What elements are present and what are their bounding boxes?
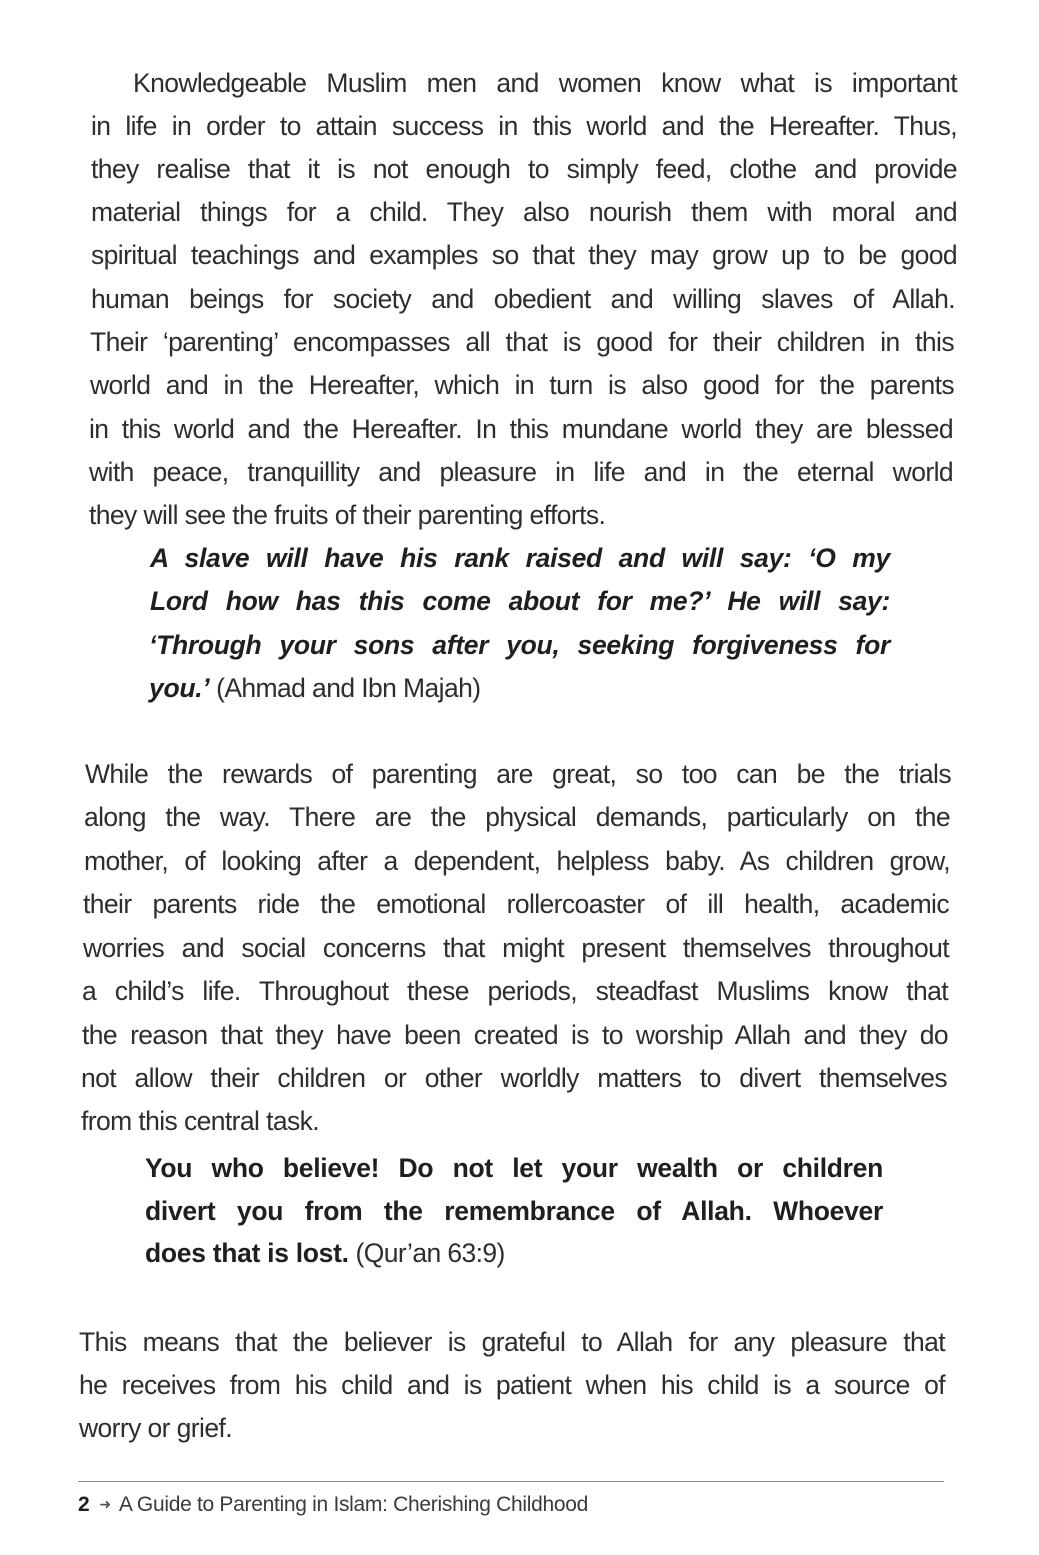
text-line: he receives from his child and is patient when his child is a source of (79, 1370, 945, 1400)
text-line: from this central task. (81, 1106, 320, 1136)
text-line: with peace, tranquillity and pleasure in life and in the eternal world (89, 457, 953, 487)
text-line: This means that the believer is grateful to Allah for any pleasure that (79, 1327, 945, 1357)
quote-line: You who believe! Do not let your wealth or children (145, 1153, 883, 1183)
text-line: in this world and the Hereafter. In this mundane world they are blessed (89, 414, 953, 444)
citation: (Ahmad and Ibn Majah) (216, 673, 481, 703)
page-number: 2 (78, 1493, 90, 1516)
book-title: A Guide to Parenting in Islam: Cherishing Childhood (118, 1493, 588, 1516)
text-line: they will see the fruits of their parenting efforts. (89, 500, 606, 530)
text-line: While the rewards of parenting are great, so too can be the trials (85, 759, 951, 789)
text-line: the reason that they have been created is to worship Allah and they do (82, 1020, 948, 1050)
text-line: their parents ride the emotional rollercoaster of ill health, academic (83, 889, 949, 919)
quote-line: divert you from the remembrance of Allah. Whoever (145, 1196, 883, 1226)
citation: (Qur’an 63:9) (355, 1238, 505, 1268)
quote-text: you.’ (149, 673, 210, 703)
text-line: not allow their children or other worldly matters to divert themselves (81, 1063, 947, 1093)
text-line: worries and social concerns that might present themselves throughout (83, 933, 949, 963)
text-line: material things for a child. They also nourish them with moral and (91, 197, 957, 227)
text-line: in life in order to attain success in this world and the Hereafter. Thus, (91, 111, 957, 141)
quote-line (149, 672, 480, 704)
text-line: a child’s life. Throughout these periods, steadfast Muslims know that (82, 976, 948, 1006)
text-line: they realise that it is not enough to simply feed, clothe and provide (91, 154, 957, 184)
text-line: worry or grief. (79, 1413, 232, 1443)
arrow-separator-icon: ➜ (99, 1496, 111, 1512)
text-line: world and in the Hereafter, which in turn is also good for the parents (90, 370, 954, 400)
text-line: human beings for society and obedient and willing slaves of Allah. (91, 284, 955, 314)
text-line: Their ‘parenting’ encompasses all that is good for their children in this (90, 327, 954, 357)
page-footer (78, 1493, 588, 1517)
quote-line: ‘Through your sons after you, seeking forgiveness for (149, 630, 890, 660)
quote-text: does that is lost. (145, 1238, 349, 1268)
quote-line: Lord how has this come about for me?’ He will say: (150, 586, 890, 616)
text-line: Knowledgeable Muslim men and women know what is important (133, 68, 957, 98)
quote-line: A slave will have his rank raised and will say: ‘O my (150, 543, 890, 573)
text-line: along the way. There are the physical demands, particularly on the (84, 802, 950, 832)
quote-line (145, 1237, 505, 1269)
footer-divider (78, 1481, 944, 1482)
text-line: mother, of looking after a dependent, helpless baby. As children grow, (84, 846, 950, 876)
text-line: spiritual teachings and examples so that they may grow up to be good (91, 240, 957, 270)
